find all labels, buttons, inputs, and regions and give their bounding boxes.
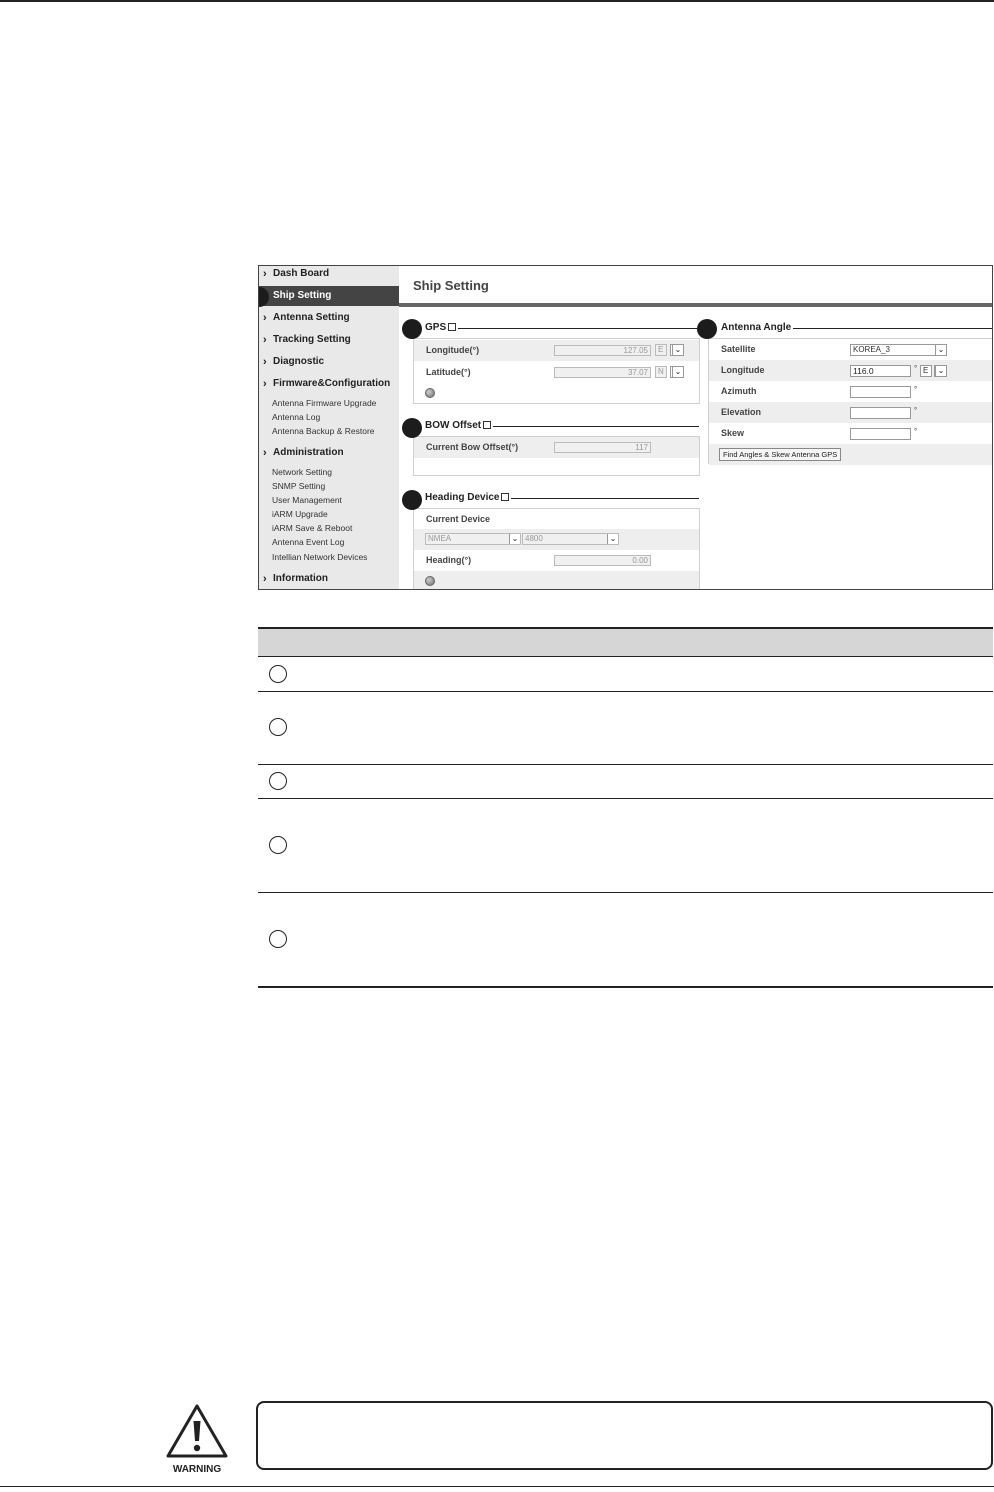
antenna-longitude-label: Longitude xyxy=(721,365,765,375)
chevron-down-icon: ⌄ xyxy=(672,345,683,355)
heading-section-line xyxy=(511,498,699,499)
heading-current-device-label: Current Device xyxy=(426,514,491,524)
antenna-longitude-input[interactable]: 116.0 xyxy=(850,365,911,377)
heading-led-row xyxy=(414,571,699,590)
antenna-longitude-dir: E xyxy=(920,365,932,377)
heading-value-field: 0.00 xyxy=(554,555,651,566)
degree-symbol: ° xyxy=(914,364,918,373)
sidebar-item-label: Ship Setting xyxy=(273,290,332,301)
gps-longitude-field: 127.05 xyxy=(554,345,651,356)
sidebar-item-firmware-configuration[interactable]: › Firmware&Configuration xyxy=(263,378,391,390)
skew-row xyxy=(709,423,993,444)
gps-section-title xyxy=(425,322,458,333)
main-content xyxy=(399,266,993,590)
elevation-row xyxy=(709,402,993,423)
chevron-down-icon: ⌄ xyxy=(509,534,520,544)
bow-current-label: Current Bow Offset(°) xyxy=(426,442,519,452)
gps-longitude-dir: E xyxy=(655,344,667,356)
satellite-label: Satellite xyxy=(721,344,756,354)
sidebar-subitem-antenna-log[interactable]: Antenna Log xyxy=(272,412,321,422)
page-title: Ship Setting xyxy=(413,278,489,293)
gps-status-led-icon xyxy=(425,388,435,398)
sidebar-subitem-antenna-firmware-upgrade[interactable]: Antenna Firmware Upgrade xyxy=(272,398,377,408)
row-number-circle-icon xyxy=(269,772,287,790)
callout-marker-heading-device xyxy=(402,490,422,510)
bow-section-line xyxy=(489,426,699,427)
sidebar-item-label: Administration xyxy=(273,447,344,458)
heading-baud-value: 4800 xyxy=(525,534,543,543)
skew-label: Skew xyxy=(721,428,745,438)
bow-current-field: 117 xyxy=(554,442,651,453)
satellite-row xyxy=(709,339,993,360)
sidebar-subitem-network-setting[interactable]: Network Setting xyxy=(272,467,332,477)
heading-section-title xyxy=(425,492,511,503)
sidebar-item-diagnostic[interactable]: › Diagnostic xyxy=(263,356,325,368)
sidebar-subitem-antenna-event-log[interactable]: Antenna Event Log xyxy=(272,537,345,547)
warning-label: WARNING xyxy=(172,1464,222,1475)
degree-symbol: ° xyxy=(914,385,918,394)
bottom-rule xyxy=(0,1486,994,1487)
sidebar-subitem-user-management[interactable]: User Management xyxy=(272,495,342,505)
gps-latitude-field: 37.07 xyxy=(554,367,651,378)
heading-device-label-row xyxy=(414,509,699,530)
row-number-circle-icon xyxy=(269,930,287,948)
satellite-value: KOREA_3 xyxy=(853,345,890,354)
sidebar-item-antenna-setting[interactable]: › Antenna Setting xyxy=(263,312,350,324)
sidebar-item-label: Diagnostic xyxy=(273,356,325,367)
heading-panel xyxy=(413,508,700,590)
bow-panel xyxy=(413,436,700,476)
chevron-down-icon: ⌄ xyxy=(935,345,946,355)
elevation-input[interactable] xyxy=(850,407,911,419)
row-number-circle-icon xyxy=(269,836,287,854)
table-row xyxy=(258,692,993,765)
table-header xyxy=(258,627,993,657)
gps-latitude-dir-dropdown[interactable] xyxy=(670,366,684,378)
title-divider xyxy=(399,303,993,307)
warning-icon xyxy=(165,1403,229,1459)
heading-device-select-row xyxy=(414,529,699,550)
gps-latitude-label: Latitude(°) xyxy=(426,367,471,377)
chevron-down-icon: ⌄ xyxy=(672,367,683,377)
row-number-circle-icon xyxy=(269,665,287,683)
degree-symbol: ° xyxy=(914,427,918,436)
sidebar-item-information[interactable]: › Information xyxy=(263,573,328,585)
sidebar-item-ship-setting[interactable] xyxy=(259,286,399,306)
sidebar-item-tracking-setting[interactable]: › Tracking Setting xyxy=(263,334,351,346)
gps-panel xyxy=(413,338,700,404)
gps-label: GPS xyxy=(425,322,447,333)
degree-symbol: ° xyxy=(914,406,918,415)
gps-checkbox[interactable] xyxy=(448,323,456,331)
callout-marker-bow-offset xyxy=(402,418,422,438)
chevron-down-icon: ⌄ xyxy=(607,534,618,544)
skew-input[interactable] xyxy=(850,428,911,440)
heading-device-select[interactable] xyxy=(425,533,521,545)
sidebar-subitem-intellian-network-devices[interactable]: Intellian Network Devices xyxy=(272,552,368,562)
bow-checkbox[interactable] xyxy=(483,421,491,429)
sidebar-item-label: Tracking Setting xyxy=(273,334,351,345)
sidebar-subitem-snmp-setting[interactable]: SNMP Setting xyxy=(272,481,326,491)
sidebar-item-label: Dash Board xyxy=(273,268,330,279)
antenna-angle-section-title: Antenna Angle xyxy=(721,322,792,333)
sidebar-subitem-iarm-upgrade[interactable]: iARM Upgrade xyxy=(272,509,328,519)
find-angles-button[interactable]: Find Angles & Skew Antenna GPS xyxy=(719,448,841,461)
sidebar-item-label: Antenna Setting xyxy=(273,312,350,323)
find-button-row xyxy=(709,444,993,465)
heading-device-value: NMEA xyxy=(428,534,452,543)
gps-longitude-dir-dropdown[interactable] xyxy=(670,344,684,356)
gps-section-line xyxy=(449,328,699,329)
antenna-longitude-dir-dropdown[interactable] xyxy=(934,365,947,377)
azimuth-label: Azimuth xyxy=(721,386,757,396)
azimuth-row xyxy=(709,381,993,402)
sidebar-item-label: Information xyxy=(273,573,328,584)
table-row xyxy=(258,765,993,799)
row-number-circle-icon xyxy=(269,718,287,736)
callout-marker-gps xyxy=(402,319,422,339)
callout-marker-antenna-angle xyxy=(697,319,717,339)
antenna-angle-section-line xyxy=(791,328,993,329)
bow-section-title xyxy=(425,420,493,431)
sidebar-subitem-antenna-backup-restore[interactable]: Antenna Backup & Restore xyxy=(272,426,375,436)
satellite-select[interactable] xyxy=(850,344,947,356)
heading-value-label: Heading(°) xyxy=(426,555,472,565)
table-row xyxy=(258,893,993,988)
gps-latitude-dir: N xyxy=(655,366,667,378)
heading-baud-select[interactable] xyxy=(522,533,619,545)
heading-value-row xyxy=(414,550,699,571)
bow-label: BOW Offset xyxy=(425,420,482,431)
antenna-angle-panel xyxy=(708,338,993,464)
gps-longitude-row xyxy=(414,340,699,361)
gps-longitude-label: Longitude(°) xyxy=(426,345,480,355)
azimuth-input[interactable] xyxy=(850,386,911,398)
warning-box xyxy=(256,1401,993,1470)
sidebar xyxy=(259,266,399,590)
gps-latitude-row xyxy=(414,362,699,383)
chevron-down-icon: ⌄ xyxy=(935,366,946,376)
sidebar-subitem-iarm-save-reboot[interactable]: iARM Save & Reboot xyxy=(272,523,353,533)
sidebar-item-label: Firmware&Configuration xyxy=(273,378,391,389)
heading-label: Heading Device xyxy=(425,492,500,503)
heading-checkbox[interactable] xyxy=(501,493,509,501)
sidebar-item-administration[interactable]: › Administration xyxy=(263,447,344,459)
ship-setting-screenshot xyxy=(258,265,993,590)
top-rule xyxy=(0,0,994,2)
sidebar-item-dash-board[interactable]: › Dash Board xyxy=(263,268,330,280)
bow-current-row xyxy=(414,437,699,458)
table-row xyxy=(258,657,993,692)
heading-status-led-icon xyxy=(425,576,435,586)
antenna-longitude-row xyxy=(709,360,993,381)
table-row xyxy=(258,799,993,893)
elevation-label: Elevation xyxy=(721,407,762,417)
